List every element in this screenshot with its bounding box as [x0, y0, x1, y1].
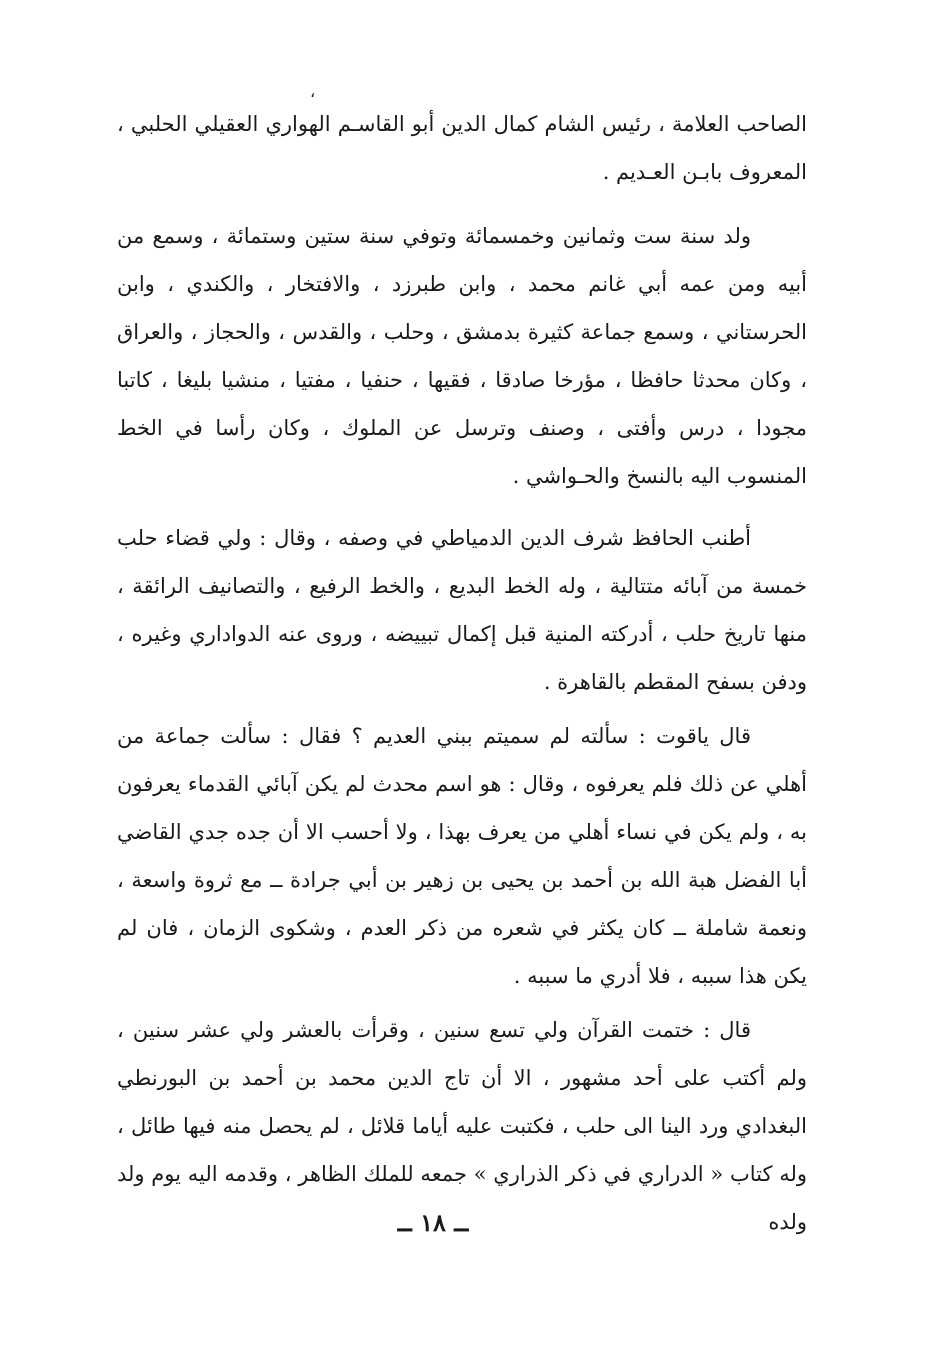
paragraph-3-block [117, 514, 807, 706]
stray-mark: ، [310, 82, 316, 101]
paragraph-2: ولد سنة ست وثمانين وخمسمائة وتوفي سنة ستين وستمائة ، وسمع من أبيه ومن عمه أبي غانم محمد ، وابن طبرزد ، والافتخار ، والكندي ، وابن الحرستاني ، وسمع جماعة كثيرة بدمشق ، وحلب ، والقدس ، والحجاز ، والعراق ، وكان محدثا حافظا ، مؤرخا صادقا ، فقيها ، حنفيا ، مفتيا ، منشيا بليغا ، كاتبا مجودا ، درس وأفتى ، وصنف وترسل عن الملوك ، وكان رأسا في الخط المنسوب اليه بالنسخ والحـواشي . [117, 224, 807, 488]
paragraph-1: الصاحب العلامة ، رئيس الشام كمال الدين أبو القاسـم الهواري العقيلي الحلبي ، المعروف بابـن العـديم . [117, 112, 807, 184]
paragraph-3: أطنب الحافظ شرف الدين الدمياطي في وصفه ، وقال : ولي قضاء حلب خمسة من آبائه متتالية ، وله الخط البديع ، والخط الرفيع ، والتصانيف الرائقة ، منها تاريخ حلب ، أدركته المنية قبل إكمال تبييضه ، وروى عنه الدواداري وغيره ، ودفن بسفح المقطم بالقاهرة . [117, 526, 807, 694]
paragraph-4-block [117, 712, 807, 1000]
page-number: ــ ١٨ ــ [397, 1208, 469, 1237]
paragraph-5: قال : ختمت القرآن ولي تسع سنين ، وقرأت بالعشر ولي عشر سنين ، ولم أكتب على أحد مشهور ، الا أن تاج الدين محمد بن أحمد بن البورنطي البغدادي ورد الينا الى حلب ، فكتبت عليه أياما قلائل ، لم يحصل منه فيها طائل ، وله كتاب « الدراري في ذكر الذراري » جمعه للملك الظاهر ، وقدمه اليه يوم ولد ولده [117, 1018, 807, 1234]
paragraph-2-block [117, 212, 807, 500]
paragraph-1-block [117, 100, 807, 196]
paragraph-4: قال ياقوت : سألته لم سميتم ببني العديم ؟ فقال : سألت جماعة من أهلي عن ذلك فلم يعرفوه ، وقال : هو اسم محدث لم يكن آبائي القدماء يعرفون به ، ولم يكن في نساء أهلي من يعرف بهذا ، ولا أحسب الا أن جده جدي القاضي أبا الفضل هبة الله بن أحمد بن يحيى بن زهير بن أبي جرادة ــ مع ثروة واسعة ، ونعمة شاملة ــ كان يكثر في شعره من ذكر العدم ، وشكوى الزمان ، فان لم يكن هذا سببه ، فلا أدري ما سببه . [117, 724, 807, 988]
